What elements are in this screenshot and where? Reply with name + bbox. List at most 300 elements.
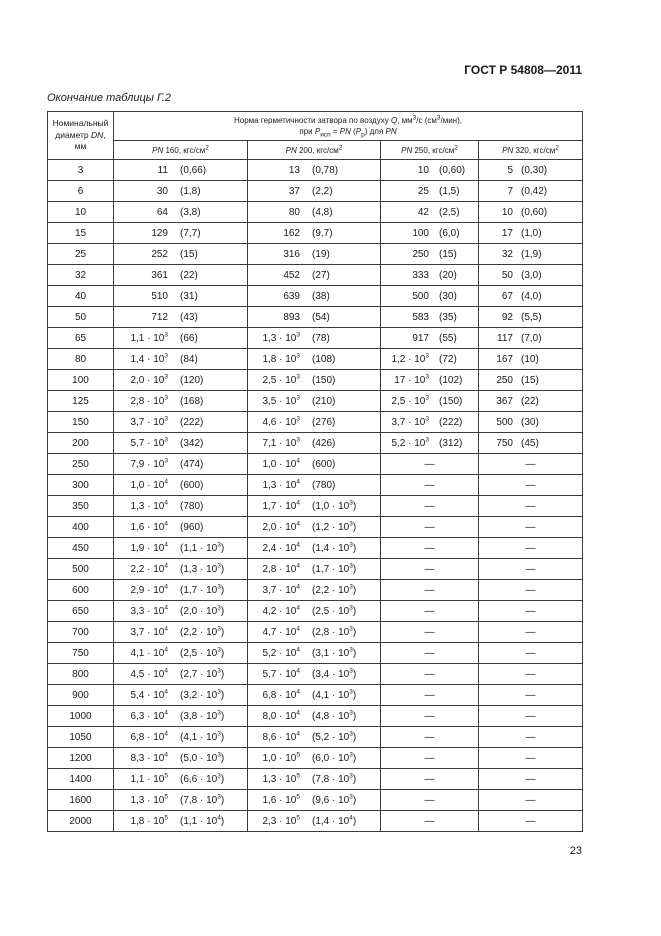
cell-pn320-empty: — xyxy=(479,727,583,748)
cell-pn320 xyxy=(479,181,583,202)
cell-pn250 xyxy=(381,349,479,370)
cell-pn320-empty: — xyxy=(479,538,583,559)
leakage-value-cm3: $(3,8 \cdot 10^3)$ xyxy=(180,709,225,722)
table-row xyxy=(48,496,583,517)
cell-pn250-empty: — xyxy=(381,769,479,790)
leakage-value-cm3: (84) xyxy=(180,353,198,365)
leakage-value-cm3: $(1,4 \cdot 10^4)$ xyxy=(312,814,357,827)
cell-pn160 xyxy=(114,685,248,706)
leakage-value: $2,9 \cdot 10^4$ xyxy=(130,583,168,596)
leakage-value: 25 xyxy=(417,185,429,197)
leakage-value: 361 xyxy=(151,269,168,281)
leakage-value-cm3: (342) xyxy=(180,437,204,449)
cell-pn250-empty: — xyxy=(381,559,479,580)
leakage-value: 250 xyxy=(496,374,513,386)
leakage-value: $1,1 \cdot 10^3$ xyxy=(130,331,168,344)
leakage-value-cm3: (1,5) xyxy=(439,185,460,197)
cell-pn160 xyxy=(114,265,248,286)
leakage-value-cm3: $(2,2 \cdot 10^3)$ xyxy=(312,583,357,596)
leakage-value-cm3: (3,0) xyxy=(521,269,542,281)
leakage-value-cm3: (54) xyxy=(312,311,330,323)
cell-dn: 2000 xyxy=(48,811,114,832)
header-pn-320: PN 320, кгс/$см^2$ xyxy=(479,141,583,160)
cell-pn160 xyxy=(114,433,248,454)
cell-pn320-empty: — xyxy=(479,454,583,475)
leakage-value: 500 xyxy=(412,290,429,302)
leakage-value-cm3: $(3,1 \cdot 10^3)$ xyxy=(312,646,357,659)
leakage-value-cm3: $(5,0 \cdot 10^3)$ xyxy=(180,751,225,764)
leakage-value-cm3: (7,7) xyxy=(180,227,201,239)
leakage-value: $2,5 \cdot 10^3$ xyxy=(391,394,429,407)
leakage-value-cm3: $(4,8 \cdot 10^3)$ xyxy=(312,709,357,722)
cell-pn320-empty: — xyxy=(479,580,583,601)
leakage-value-cm3: (66) xyxy=(180,332,198,344)
cell-pn160 xyxy=(114,601,248,622)
leakage-value-cm3: (960) xyxy=(180,521,204,533)
leakage-value-cm3: (222) xyxy=(439,416,463,428)
leakage-value-cm3: (312) xyxy=(439,437,463,449)
leakage-value: 167 xyxy=(496,353,513,365)
cell-pn160 xyxy=(114,286,248,307)
cell-pn250-empty: — xyxy=(381,517,479,538)
cell-pn200 xyxy=(248,559,381,580)
leakage-value: $2,0 \cdot 10^4$ xyxy=(262,520,300,533)
cell-pn160 xyxy=(114,475,248,496)
cell-dn: 32 xyxy=(48,265,114,286)
cell-pn320-empty: — xyxy=(479,664,583,685)
cell-dn: 3 xyxy=(48,160,114,181)
leakage-value: 639 xyxy=(283,290,300,302)
leakage-value-cm3: $(1,3 \cdot 10^3)$ xyxy=(180,562,225,575)
leakage-value-cm3: $(3,2 \cdot 10^3)$ xyxy=(180,688,225,701)
cell-pn200 xyxy=(248,622,381,643)
leakage-value-cm3: $(6,6 \cdot 10^3)$ xyxy=(180,772,225,785)
cell-pn320 xyxy=(479,349,583,370)
leakage-value-cm3: (15) xyxy=(521,374,539,386)
leakage-value: $2,3 \cdot 10^5$ xyxy=(262,814,300,827)
leakage-value: $5,7 \cdot 10^4$ xyxy=(262,667,300,680)
table-row xyxy=(48,265,583,286)
leakage-value-cm3: (0,42) xyxy=(521,185,548,197)
leakage-value: 80 xyxy=(288,206,300,218)
table-row xyxy=(48,244,583,265)
leakage-value: 30 xyxy=(156,185,168,197)
cell-pn200 xyxy=(248,790,381,811)
leakage-value-cm3: $(7,8 \cdot 10^3)$ xyxy=(312,772,357,785)
leakage-value-cm3: (22) xyxy=(180,269,198,281)
cell-pn200 xyxy=(248,244,381,265)
leakage-value-cm3: $(5,2 \cdot 10^3)$ xyxy=(312,730,357,743)
table-row xyxy=(48,160,583,181)
table-row xyxy=(48,391,583,412)
cell-dn: 80 xyxy=(48,349,114,370)
cell-pn250 xyxy=(381,412,479,433)
cell-pn320 xyxy=(479,307,583,328)
leakage-value: $4,5 \cdot 10^4$ xyxy=(130,667,168,680)
leakage-value: $2,8 \cdot 10^3$ xyxy=(130,394,168,407)
leakage-value: 162 xyxy=(283,227,300,239)
leakage-value: 750 xyxy=(496,437,513,449)
leakage-value-cm3: (4,0) xyxy=(521,290,542,302)
leakage-value: $1,9 \cdot 10^4$ xyxy=(130,541,168,554)
leakage-value: $4,6 \cdot 10^3$ xyxy=(262,415,300,428)
leakage-value-cm3: (4,8) xyxy=(312,206,333,218)
leakage-value: $2,2 \cdot 10^4$ xyxy=(130,562,168,575)
cell-pn250-empty: — xyxy=(381,475,479,496)
cell-dn: 900 xyxy=(48,685,114,706)
cell-pn250 xyxy=(381,244,479,265)
cell-pn200 xyxy=(248,265,381,286)
table-row xyxy=(48,664,583,685)
cell-pn250 xyxy=(381,181,479,202)
leakage-value: $7,9 \cdot 10^3$ xyxy=(130,457,168,470)
leakage-value: $3,3 \cdot 10^4$ xyxy=(130,604,168,617)
leakage-value: 510 xyxy=(151,290,168,302)
leakage-value: $8,3 \cdot 10^4$ xyxy=(130,751,168,764)
leakage-value: $5,2 \cdot 10^4$ xyxy=(262,646,300,659)
cell-pn320-empty: — xyxy=(479,706,583,727)
cell-pn250-empty: — xyxy=(381,580,479,601)
leakage-value: $1,3 \cdot 10^5$ xyxy=(262,772,300,785)
table-caption: Окончание таблицы Г.2 xyxy=(47,92,171,104)
cell-pn200 xyxy=(248,181,381,202)
cell-pn250-empty: — xyxy=(381,811,479,832)
leakage-value-cm3: (0,78) xyxy=(312,164,339,176)
cell-pn160 xyxy=(114,622,248,643)
cell-pn250 xyxy=(381,328,479,349)
leakage-value-cm3: (72) xyxy=(439,353,457,365)
header-pn-160: PN 160, кгс/$см^2$ xyxy=(114,141,248,160)
leakage-value: $1,3 \cdot 10^3$ xyxy=(262,331,300,344)
leakage-value: $1,6 \cdot 10^5$ xyxy=(262,793,300,806)
table-body xyxy=(48,160,583,832)
leakage-value-cm3: (10) xyxy=(521,353,539,365)
leakage-value-cm3: $(2,5 \cdot 10^3)$ xyxy=(312,604,357,617)
leakage-value-cm3: (222) xyxy=(180,416,204,428)
leakage-value: $1,0 \cdot 10^5$ xyxy=(262,751,300,764)
cell-pn160 xyxy=(114,391,248,412)
cell-pn200 xyxy=(248,391,381,412)
cell-pn250-empty: — xyxy=(381,706,479,727)
cell-pn320-empty: — xyxy=(479,748,583,769)
cell-pn320 xyxy=(479,202,583,223)
leakage-value: $2,4 \cdot 10^4$ xyxy=(262,541,300,554)
leakage-value-cm3: (43) xyxy=(180,311,198,323)
leakage-value-cm3: (5,5) xyxy=(521,311,542,323)
leakage-value-cm3: (22) xyxy=(521,395,539,407)
leakage-value-cm3: (31) xyxy=(180,290,198,302)
leakage-value: 50 xyxy=(501,269,513,281)
leakage-value-cm3: $(7,8 \cdot 10^3)$ xyxy=(180,793,225,806)
leakage-value: 250 xyxy=(412,248,429,260)
leakage-value: 100 xyxy=(412,227,429,239)
leakage-value: 7 xyxy=(507,185,513,197)
leakage-value: $6,3 \cdot 10^4$ xyxy=(130,709,168,722)
leakage-value: 252 xyxy=(151,248,168,260)
leakage-value: $1,2 \cdot 10^3$ xyxy=(391,352,429,365)
leakage-value: $17 \cdot 10^3$ xyxy=(394,373,429,386)
leakage-value-cm3: $(2,5 \cdot 10^3)$ xyxy=(180,646,225,659)
leakage-value-cm3: (15) xyxy=(180,248,198,260)
leakage-value-cm3: (0,30) xyxy=(521,164,548,176)
cell-pn200 xyxy=(248,202,381,223)
cell-dn: 300 xyxy=(48,475,114,496)
cell-pn250 xyxy=(381,286,479,307)
leakage-value: $1,7 \cdot 10^4$ xyxy=(262,499,300,512)
cell-pn200 xyxy=(248,748,381,769)
cell-pn160 xyxy=(114,349,248,370)
leakage-value: 5 xyxy=(507,164,513,176)
cell-pn160 xyxy=(114,580,248,601)
header-pn-200: PN 200, кгс/$см^2$ xyxy=(248,141,381,160)
leakage-value: 117 xyxy=(497,332,513,344)
cell-dn: 500 xyxy=(48,559,114,580)
cell-pn320-empty: — xyxy=(479,790,583,811)
leakage-value: $1,8 \cdot 10^5$ xyxy=(130,814,168,827)
cell-dn: 800 xyxy=(48,664,114,685)
leakage-value-cm3: (600) xyxy=(312,458,336,470)
leakage-value-cm3: $(2,2 \cdot 10^3)$ xyxy=(180,625,225,638)
leakage-value: 13 xyxy=(288,164,300,176)
header-nominal-diameter: Номинальный диаметр DN, мм xyxy=(48,112,114,160)
cell-pn160 xyxy=(114,769,248,790)
table-row xyxy=(48,622,583,643)
cell-dn: 700 xyxy=(48,622,114,643)
cell-dn: 15 xyxy=(48,223,114,244)
cell-dn: 125 xyxy=(48,391,114,412)
cell-pn200 xyxy=(248,370,381,391)
cell-pn160 xyxy=(114,223,248,244)
cell-pn320 xyxy=(479,160,583,181)
page-number: 23 xyxy=(569,845,582,857)
leakage-value-cm3: (78) xyxy=(312,332,330,344)
cell-pn320 xyxy=(479,391,583,412)
cell-dn: 1050 xyxy=(48,727,114,748)
table-row xyxy=(48,706,583,727)
leakage-value-cm3: $(1,1 \cdot 10^4)$ xyxy=(180,814,225,827)
leakage-value-cm3: (150) xyxy=(439,395,463,407)
cell-pn320-empty: — xyxy=(479,811,583,832)
cell-pn160 xyxy=(114,706,248,727)
cell-pn320 xyxy=(479,244,583,265)
leakage-value-cm3: (0,66) xyxy=(180,164,207,176)
table-row xyxy=(48,286,583,307)
cell-pn200 xyxy=(248,454,381,475)
leakage-value-cm3: (55) xyxy=(439,332,457,344)
header-pn-250: PN 250, кгс/$см^2$ xyxy=(381,141,479,160)
leakage-value-cm3: (45) xyxy=(521,437,539,449)
leakage-value-cm3: (276) xyxy=(312,416,336,428)
cell-pn160 xyxy=(114,370,248,391)
leakage-value: 17 xyxy=(501,227,513,239)
leakage-value: 500 xyxy=(496,416,513,428)
cell-pn250-empty: — xyxy=(381,664,479,685)
leakage-value: $2,8 \cdot 10^4$ xyxy=(262,562,300,575)
cell-pn250 xyxy=(381,265,479,286)
cell-pn320 xyxy=(479,433,583,454)
leakage-value-cm3: (474) xyxy=(180,458,204,470)
cell-pn200 xyxy=(248,433,381,454)
leakage-value: $3,7 \cdot 10^3$ xyxy=(130,415,168,428)
leakage-value-cm3: $(1,1 \cdot 10^3)$ xyxy=(180,541,225,554)
leakage-value: $1,4 \cdot 10^3$ xyxy=(130,352,168,365)
leakage-value-cm3: (2,2) xyxy=(312,185,333,197)
leakage-value: 67 xyxy=(501,290,513,302)
cell-pn320 xyxy=(479,223,583,244)
leakage-value-cm3: $(6,0 \cdot 10^3)$ xyxy=(312,751,357,764)
table-row xyxy=(48,475,583,496)
cell-pn160 xyxy=(114,496,248,517)
leakage-value-cm3: (1,9) xyxy=(521,248,542,260)
cell-pn160 xyxy=(114,454,248,475)
leakage-value: $5,2 \cdot 10^3$ xyxy=(391,436,429,449)
cell-pn250 xyxy=(381,223,479,244)
leakage-value-cm3: (102) xyxy=(439,374,463,386)
leakage-value-cm3: (150) xyxy=(312,374,336,386)
table-row xyxy=(48,370,583,391)
leakage-value: 42 xyxy=(417,206,429,218)
leakage-value: $2,5 \cdot 10^3$ xyxy=(262,373,300,386)
cell-pn160 xyxy=(114,727,248,748)
leakage-value-cm3: $(2,0 \cdot 10^3)$ xyxy=(180,604,225,617)
cell-pn200 xyxy=(248,328,381,349)
cell-pn250 xyxy=(381,391,479,412)
leakage-value-cm3: (7,0) xyxy=(521,332,542,344)
leakage-value-cm3: $(1,7 \cdot 10^3)$ xyxy=(180,583,225,596)
leakage-value-cm3: (426) xyxy=(312,437,336,449)
table-row xyxy=(48,601,583,622)
leakage-value: 11 xyxy=(157,164,168,176)
cell-pn200 xyxy=(248,538,381,559)
cell-pn320 xyxy=(479,265,583,286)
leakage-value: 917 xyxy=(412,332,429,344)
cell-pn250 xyxy=(381,370,479,391)
leakage-value: $8,0 \cdot 10^4$ xyxy=(262,709,300,722)
leakage-value: 10 xyxy=(501,206,513,218)
cell-pn160 xyxy=(114,307,248,328)
leakage-value-cm3: $(1,4 \cdot 10^3)$ xyxy=(312,541,357,554)
cell-pn200 xyxy=(248,307,381,328)
cell-pn320-empty: — xyxy=(479,559,583,580)
leakage-value: $1,6 \cdot 10^4$ xyxy=(130,520,168,533)
cell-pn250-empty: — xyxy=(381,622,479,643)
cell-pn320-empty: — xyxy=(479,685,583,706)
cell-pn320 xyxy=(479,412,583,433)
leakage-value: 10 xyxy=(417,164,429,176)
leakage-value: $8,6 \cdot 10^4$ xyxy=(262,730,300,743)
cell-dn: 1200 xyxy=(48,748,114,769)
table-row xyxy=(48,727,583,748)
cell-pn250 xyxy=(381,307,479,328)
cell-pn200 xyxy=(248,475,381,496)
cell-dn: 10 xyxy=(48,202,114,223)
leakage-value-cm3: (780) xyxy=(180,500,204,512)
leakage-value: 333 xyxy=(412,269,429,281)
table-row xyxy=(48,433,583,454)
cell-dn: 25 xyxy=(48,244,114,265)
cell-pn200 xyxy=(248,286,381,307)
leakage-value-cm3: (600) xyxy=(180,479,204,491)
cell-pn160 xyxy=(114,538,248,559)
leakage-value-cm3: (210) xyxy=(312,395,336,407)
cell-pn160 xyxy=(114,559,248,580)
cell-pn250-empty: — xyxy=(381,727,479,748)
leakage-value-cm3: $(9,6 \cdot 10^3)$ xyxy=(312,793,357,806)
leakage-value-cm3: (780) xyxy=(312,479,336,491)
table-row xyxy=(48,223,583,244)
leakage-value-cm3: $(1,2 \cdot 10^3)$ xyxy=(312,520,357,533)
cell-pn200 xyxy=(248,160,381,181)
leakage-value: $1,1 \cdot 10^5$ xyxy=(130,772,168,785)
table-row xyxy=(48,328,583,349)
leakage-value-cm3: (3,8) xyxy=(180,206,201,218)
cell-pn320-empty: — xyxy=(479,496,583,517)
cell-pn160 xyxy=(114,748,248,769)
cell-pn320-empty: — xyxy=(479,769,583,790)
cell-dn: 6 xyxy=(48,181,114,202)
cell-pn250-empty: — xyxy=(381,538,479,559)
cell-dn: 100 xyxy=(48,370,114,391)
leakage-value-cm3: (35) xyxy=(439,311,457,323)
table-row xyxy=(48,748,583,769)
cell-pn200 xyxy=(248,769,381,790)
cell-pn320 xyxy=(479,370,583,391)
leakage-value: $5,4 \cdot 10^4$ xyxy=(130,688,168,701)
leakage-value: $1,0 \cdot 10^4$ xyxy=(262,457,300,470)
cell-pn250-empty: — xyxy=(381,790,479,811)
leakage-value-cm3: $(3,4 \cdot 10^3)$ xyxy=(312,667,357,680)
leakage-value: $1,0 \cdot 10^4$ xyxy=(130,478,168,491)
cell-pn250-empty: — xyxy=(381,748,479,769)
leakage-value: $1,3 \cdot 10^4$ xyxy=(262,478,300,491)
table-row xyxy=(48,580,583,601)
cell-pn250-empty: — xyxy=(381,685,479,706)
leakage-value-cm3: (120) xyxy=(180,374,204,386)
cell-dn: 50 xyxy=(48,307,114,328)
leakage-value: 32 xyxy=(501,248,513,260)
table-row xyxy=(48,538,583,559)
table-row xyxy=(48,685,583,706)
cell-dn: 40 xyxy=(48,286,114,307)
cell-dn: 450 xyxy=(48,538,114,559)
leakage-value: $2,0 \cdot 10^3$ xyxy=(130,373,168,386)
cell-pn320-empty: — xyxy=(479,517,583,538)
leakage-value: 367 xyxy=(496,395,513,407)
cell-pn200 xyxy=(248,727,381,748)
cell-pn200 xyxy=(248,223,381,244)
table-row xyxy=(48,349,583,370)
cell-dn: 1600 xyxy=(48,790,114,811)
leakage-value: $6,8 \cdot 10^4$ xyxy=(262,688,300,701)
cell-pn160 xyxy=(114,517,248,538)
cell-dn: 200 xyxy=(48,433,114,454)
table-row xyxy=(48,811,583,832)
leakage-value: 583 xyxy=(412,311,429,323)
cell-dn: 1400 xyxy=(48,769,114,790)
cell-pn160 xyxy=(114,202,248,223)
cell-pn320 xyxy=(479,286,583,307)
table-row xyxy=(48,790,583,811)
cell-pn250-empty: — xyxy=(381,454,479,475)
leakage-value-cm3: (30) xyxy=(521,416,539,428)
cell-dn: 650 xyxy=(48,601,114,622)
cell-dn: 250 xyxy=(48,454,114,475)
cell-pn200 xyxy=(248,601,381,622)
table-row xyxy=(48,517,583,538)
cell-pn200 xyxy=(248,685,381,706)
leakage-value-cm3: $(1,0 \cdot 10^3)$ xyxy=(312,499,357,512)
leakage-value: $4,2 \cdot 10^4$ xyxy=(262,604,300,617)
